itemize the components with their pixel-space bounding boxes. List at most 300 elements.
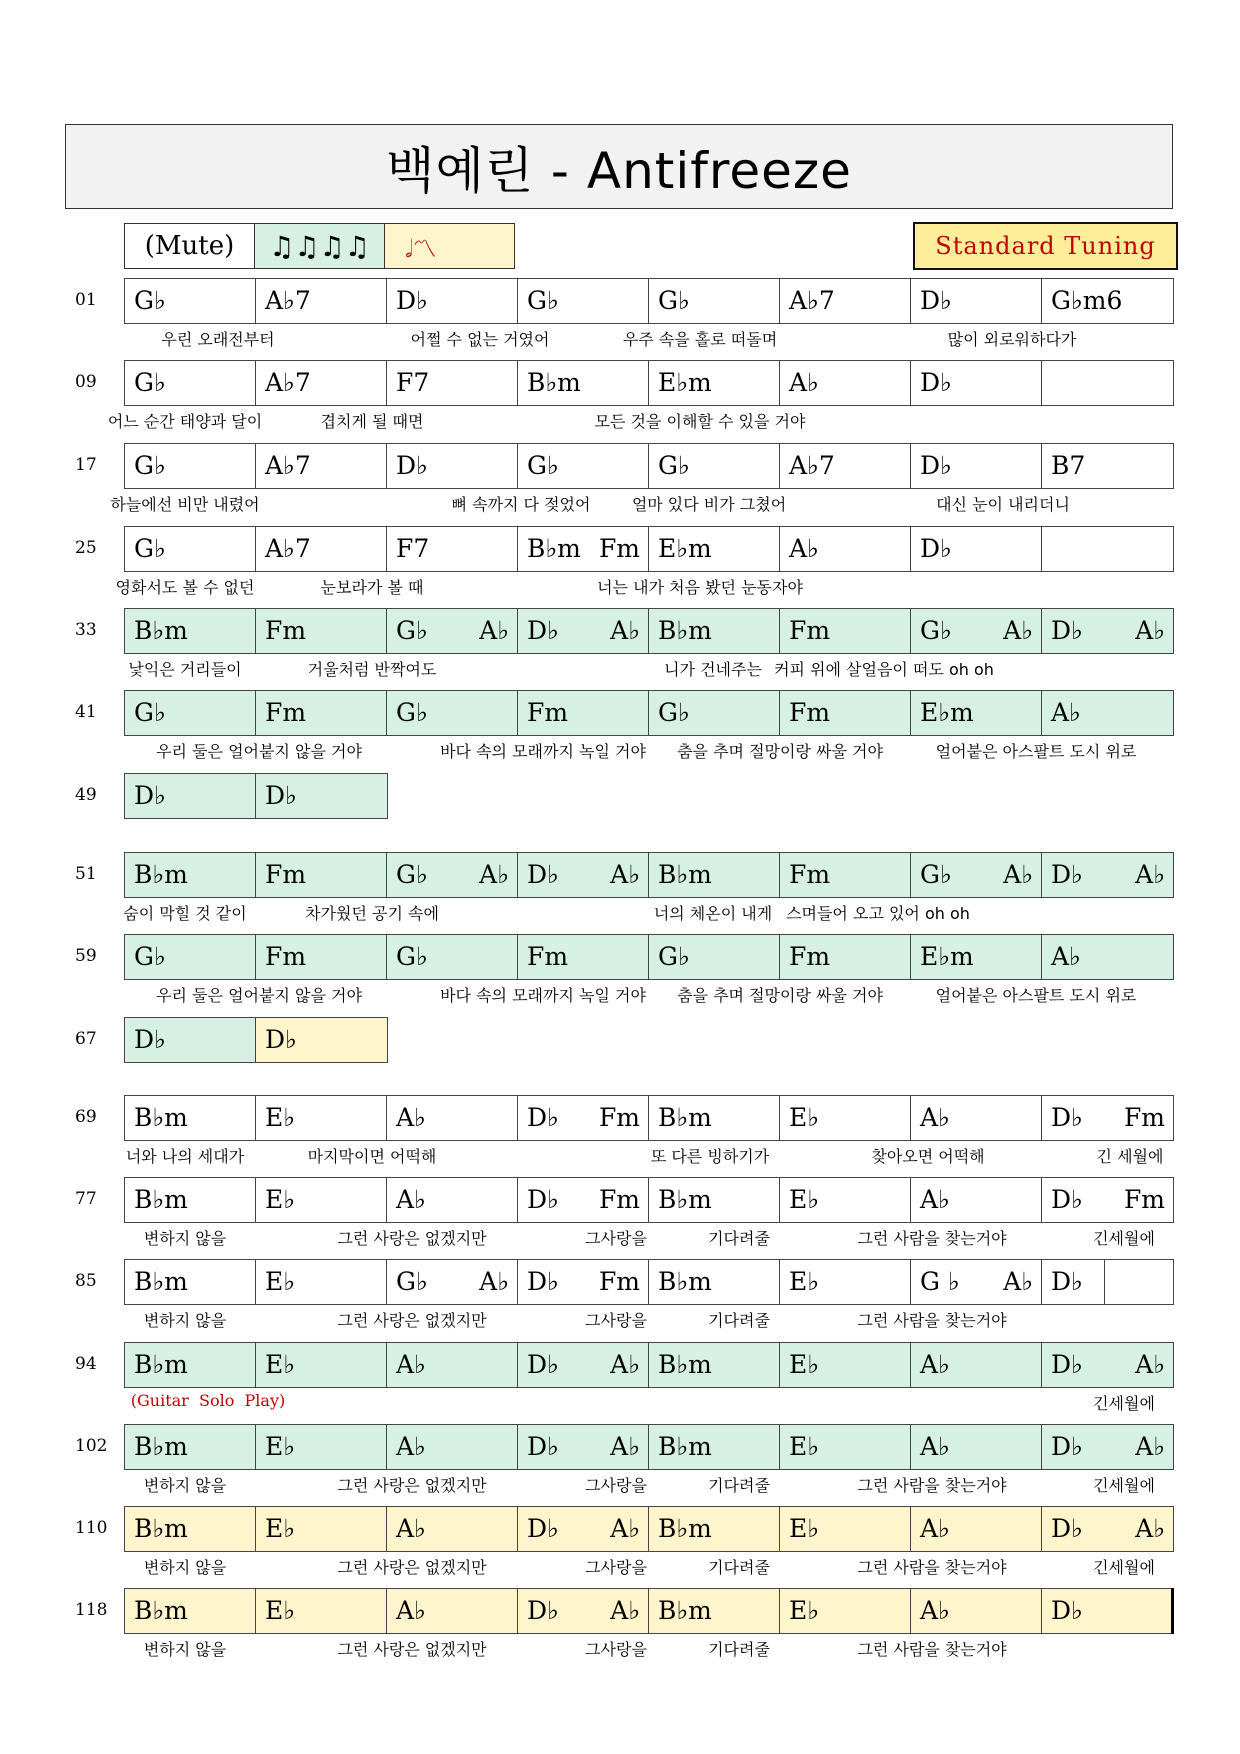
measure <box>780 1096 911 1140</box>
chord: E♭ <box>265 1432 296 1461</box>
chord: B♭m <box>658 1514 712 1543</box>
measure <box>125 691 256 735</box>
lyric-line: 기다려줄 <box>708 1311 770 1330</box>
chord: D♭ <box>527 1103 559 1132</box>
chord: D♭ <box>527 1514 559 1543</box>
chord: G♭ <box>527 451 559 480</box>
lyric-line: 그런 사람을 찾는거야 <box>857 1229 1007 1248</box>
chord: D♭ <box>1051 1596 1083 1625</box>
lyric-line: 얼어붙은 아스팔트 도시 위로 <box>935 742 1137 761</box>
measure <box>911 1096 1042 1140</box>
lyric-line: 얼어붙은 아스팔트 도시 위로 <box>935 986 1137 1005</box>
measure <box>780 1178 911 1222</box>
measure <box>256 279 387 323</box>
lyric-line: 우주 속을 홀로 떠돌며 <box>622 330 778 349</box>
lyric-line: 변하지 않을 <box>143 1558 227 1577</box>
measure <box>518 1096 649 1140</box>
chord: D♭ <box>527 616 559 645</box>
measure <box>256 1096 387 1140</box>
measure <box>387 527 518 571</box>
chord: A♭ <box>396 1350 426 1379</box>
mute-label-box <box>124 223 255 269</box>
measure <box>125 1096 256 1140</box>
chord: B♭m <box>134 1432 188 1461</box>
lyric-line: 얼마 있다 비가 그쳤어 <box>631 495 787 514</box>
measure <box>256 1018 387 1062</box>
measure-row <box>124 526 1174 572</box>
measure <box>518 691 649 735</box>
measure <box>649 1589 780 1633</box>
final-barline <box>1171 1588 1174 1634</box>
measure <box>256 361 387 405</box>
chord: A♭ <box>1051 698 1081 727</box>
chord: E♭m <box>658 368 712 397</box>
lyric-line: 우린 오래전부터 <box>161 330 275 349</box>
chord: A♭7 <box>265 534 311 563</box>
bar-number: 33 <box>75 620 97 640</box>
measure <box>387 444 518 488</box>
measure-row <box>124 1506 1174 1552</box>
bar-number: 67 <box>75 1029 97 1049</box>
measure <box>518 609 649 653</box>
bar-number: 102 <box>75 1436 108 1456</box>
chord: D♭ <box>1051 1103 1083 1132</box>
chord: A♭ <box>396 1596 426 1625</box>
lyric-line: 또 다른 빙하기가 <box>650 1147 770 1166</box>
chord: A♭7 <box>265 451 311 480</box>
chord: Fm <box>265 860 307 889</box>
chord: E♭m <box>920 942 974 971</box>
measure <box>649 527 780 571</box>
measure <box>125 1589 256 1633</box>
chord: D♭ <box>134 1025 166 1054</box>
chord: A♭7 <box>789 451 835 480</box>
measure <box>911 361 1042 405</box>
chord: E♭ <box>265 1103 296 1132</box>
measure <box>256 1343 387 1387</box>
chord: G♭ <box>134 534 166 563</box>
chord: A♭ <box>610 1514 640 1543</box>
measure <box>649 361 780 405</box>
lyric-line: 우리 둘은 얼어붙지 않을 거야 <box>156 742 362 761</box>
lyric-line: 많이 외로워하다가 <box>947 330 1077 349</box>
chord: E♭ <box>265 1514 296 1543</box>
chord: A♭ <box>396 1432 426 1461</box>
chord: B♭m <box>527 368 581 397</box>
chord: Fm <box>789 942 831 971</box>
measure <box>911 853 1042 897</box>
measure <box>518 444 649 488</box>
chord: D♭ <box>134 781 166 810</box>
chord: A♭ <box>610 1596 640 1625</box>
measure <box>518 1260 649 1304</box>
chord: A♭ <box>789 534 819 563</box>
lyric-line: 춤을 추며 절망이랑 싸울 거야 <box>677 986 883 1005</box>
chord: A♭ <box>610 616 640 645</box>
chord: B♭m <box>134 1514 188 1543</box>
chord: Fm <box>265 942 307 971</box>
bar-number: 59 <box>75 946 97 966</box>
lyric-line: 하늘에선 비만 내렸어 <box>110 495 260 514</box>
lyric-line: 어쩔 수 없는 거였어 <box>410 330 550 349</box>
measure-row <box>124 1588 1174 1634</box>
chord: E♭ <box>265 1596 296 1625</box>
measure <box>518 279 649 323</box>
lyric-line: 그런 사랑은 없겠지만 <box>337 1311 487 1330</box>
strum-end-box <box>384 223 515 269</box>
lyric-line: 그사랑을 <box>585 1311 647 1330</box>
lyric-line: 그런 사람을 찾는거야 <box>857 1640 1007 1659</box>
chord: A♭ <box>1051 942 1081 971</box>
measure-row <box>124 1259 1174 1305</box>
chord: G♭ <box>527 286 559 315</box>
measure <box>911 1260 1042 1304</box>
chord: A♭7 <box>789 286 835 315</box>
measure <box>125 279 256 323</box>
measure <box>780 444 911 488</box>
measure <box>256 935 387 979</box>
chord: E♭ <box>789 1432 820 1461</box>
chord: D♭ <box>396 451 428 480</box>
lyric-line: 그런 사랑은 없겠지만 <box>337 1229 487 1248</box>
chord: G♭m6 <box>1051 286 1123 315</box>
measure <box>1042 1343 1173 1387</box>
chord: E♭ <box>789 1514 820 1543</box>
chord: Fm <box>1123 1103 1165 1132</box>
strum-pattern: ♫♫♫♫ <box>269 229 370 263</box>
chord: D♭ <box>1051 1267 1083 1296</box>
lyric-line: 어느 순간 태양과 달이 <box>107 412 263 431</box>
measure <box>387 1589 518 1633</box>
lyric-line: 긴세월에 <box>1093 1229 1155 1248</box>
chord: A♭ <box>1003 860 1033 889</box>
bar-number: 77 <box>75 1189 97 1209</box>
song-title: 백예린 - Antifreeze <box>386 141 852 200</box>
measure-row <box>124 360 1174 406</box>
bar-number: 01 <box>75 290 97 310</box>
measure <box>911 444 1042 488</box>
chord: D♭ <box>1051 1350 1083 1379</box>
bar-number: 110 <box>75 1518 108 1538</box>
chord: G♭ <box>134 286 166 315</box>
bar-number: 41 <box>75 702 97 722</box>
bar-number: 94 <box>75 1354 97 1374</box>
measure <box>911 935 1042 979</box>
lyric-line: 스며들어 오고 있어 oh oh <box>786 904 970 923</box>
lyric-line: 춤을 추며 절망이랑 싸울 거야 <box>677 742 883 761</box>
measure <box>518 1589 649 1633</box>
measure <box>256 1507 387 1551</box>
measure <box>1042 1260 1173 1304</box>
measure <box>387 279 518 323</box>
measure <box>1042 1425 1173 1469</box>
measure <box>780 1260 911 1304</box>
measure <box>649 609 780 653</box>
chord: A♭ <box>396 1103 426 1132</box>
measure <box>1042 853 1173 897</box>
measure <box>1042 527 1173 571</box>
chord: D♭ <box>920 451 952 480</box>
measure <box>518 1507 649 1551</box>
chord: F7 <box>396 368 430 397</box>
measure <box>256 527 387 571</box>
chord: Fm <box>598 534 640 563</box>
lyric-line: 기다려줄 <box>708 1640 770 1659</box>
measure <box>1042 1507 1173 1551</box>
measure <box>125 935 256 979</box>
lyric-line: 그런 사람을 찾는거야 <box>857 1311 1007 1330</box>
measure <box>387 853 518 897</box>
chord: B♭m <box>134 1267 188 1296</box>
measure <box>387 1343 518 1387</box>
chord: E♭ <box>789 1596 820 1625</box>
chord: E♭ <box>789 1350 820 1379</box>
lyric-line: 긴세월에 <box>1093 1476 1155 1495</box>
lyric-line: 그사랑을 <box>585 1229 647 1248</box>
chord: B♭m <box>658 1267 712 1296</box>
measure <box>649 444 780 488</box>
chord: B♭m <box>658 1185 712 1214</box>
lyric-line: (Guitar Solo Play) <box>130 1391 286 1410</box>
measure-row <box>124 690 1174 736</box>
chord: B♭m <box>658 1103 712 1132</box>
measure <box>649 1507 780 1551</box>
measure-row <box>124 934 1174 980</box>
chord: G♭ <box>920 616 952 645</box>
chord: A♭ <box>920 1185 950 1214</box>
chord: Fm <box>789 860 831 889</box>
measure <box>1042 935 1173 979</box>
chord: Fm <box>789 616 831 645</box>
lyric-line: 그런 사람을 찾는거야 <box>857 1476 1007 1495</box>
measure <box>256 853 387 897</box>
measure <box>649 1178 780 1222</box>
lyric-line: 긴세월에 <box>1093 1558 1155 1577</box>
lyric-line: 그런 사랑은 없겠지만 <box>337 1640 487 1659</box>
measure <box>125 774 256 818</box>
measure <box>1042 1096 1173 1140</box>
chord: B♭m <box>658 1350 712 1379</box>
chord: G♭ <box>396 698 428 727</box>
measure <box>387 691 518 735</box>
lyric-line: 기다려줄 <box>708 1558 770 1577</box>
measure <box>911 609 1042 653</box>
measure-row <box>124 1424 1174 1470</box>
bar-number: 25 <box>75 538 97 558</box>
measure <box>125 361 256 405</box>
lyric-line: 그사랑을 <box>585 1476 647 1495</box>
bar-number: 51 <box>75 864 97 884</box>
lyric-line: 변하지 않을 <box>143 1311 227 1330</box>
lyric-line: 변하지 않을 <box>143 1640 227 1659</box>
measure <box>518 853 649 897</box>
measure-row <box>124 1342 1174 1388</box>
measure <box>1042 1178 1173 1222</box>
measure <box>387 1425 518 1469</box>
chord: B♭m <box>134 1185 188 1214</box>
title-box <box>65 124 1173 209</box>
measure <box>387 935 518 979</box>
chord: G♭ <box>396 942 428 971</box>
chord: G♭ <box>134 451 166 480</box>
lyric-line: 니가 건네주는 <box>664 660 762 679</box>
lyric-line: 그런 사람을 찾는거야 <box>857 1558 1007 1577</box>
chord: A♭ <box>479 616 509 645</box>
measure <box>256 1260 387 1304</box>
measure <box>1042 279 1173 323</box>
measure <box>518 935 649 979</box>
chord: B♭m <box>134 860 188 889</box>
bar-number: 85 <box>75 1271 97 1291</box>
measure <box>649 1096 780 1140</box>
chord: G♭ <box>658 942 690 971</box>
bar-number: 49 <box>75 785 97 805</box>
lyric-line: 커피 위에 살얼음이 떠도 oh oh <box>774 660 994 679</box>
measure <box>649 279 780 323</box>
chord: E♭m <box>920 698 974 727</box>
chord: B♭m <box>134 1350 188 1379</box>
beat-divider <box>1104 1260 1105 1304</box>
chord: D♭ <box>527 1350 559 1379</box>
measure <box>1042 691 1173 735</box>
chord: F7 <box>396 534 430 563</box>
measure <box>780 1507 911 1551</box>
measure <box>911 1425 1042 1469</box>
measure <box>387 1260 518 1304</box>
lyric-line: 모든 것을 이해할 수 있을 거야 <box>594 412 806 431</box>
chord: G♭ <box>396 1267 428 1296</box>
measure <box>125 1343 256 1387</box>
chord: B♭m <box>658 616 712 645</box>
measure <box>387 1096 518 1140</box>
measure <box>649 1425 780 1469</box>
lyric-line: 변하지 않을 <box>143 1476 227 1495</box>
measure <box>387 361 518 405</box>
measure <box>256 1178 387 1222</box>
measure <box>518 527 649 571</box>
chord: A♭ <box>610 860 640 889</box>
lyric-line: 우리 둘은 얼어붙지 않을 거야 <box>156 986 362 1005</box>
chord: A♭ <box>920 1103 950 1132</box>
chord: D♭ <box>1051 1185 1083 1214</box>
lyric-line: 바다 속의 모래까지 녹일 거야 <box>440 986 646 1005</box>
measure <box>1042 361 1173 405</box>
chord: D♭ <box>1051 616 1083 645</box>
measure <box>125 527 256 571</box>
measure <box>125 1425 256 1469</box>
chord: B♭m <box>134 616 188 645</box>
strum-end-mark: 𝅗𝅥〽 <box>405 234 437 263</box>
chord: A♭ <box>920 1350 950 1379</box>
bar-number: 69 <box>75 1107 97 1127</box>
chord: A♭ <box>396 1514 426 1543</box>
measure <box>780 1589 911 1633</box>
lyric-line: 겹치게 될 때면 <box>320 412 424 431</box>
measure <box>518 361 649 405</box>
chord: B♭m <box>658 1596 712 1625</box>
chord: E♭ <box>265 1185 296 1214</box>
measure <box>125 1018 256 1062</box>
chord: B♭m <box>134 1596 188 1625</box>
measure <box>1042 609 1173 653</box>
chord: B7 <box>1051 451 1086 480</box>
chord: E♭ <box>789 1103 820 1132</box>
chord: D♭ <box>527 1185 559 1214</box>
measure <box>518 1425 649 1469</box>
measure <box>649 1343 780 1387</box>
measure <box>780 691 911 735</box>
lyric-line: 너의 체온이 내게 <box>653 904 773 923</box>
chord: A♭ <box>1003 1267 1033 1296</box>
chord: A♭ <box>610 1350 640 1379</box>
measure <box>125 1507 256 1551</box>
measure <box>649 691 780 735</box>
measure <box>911 1589 1042 1633</box>
lyric-line: 기다려줄 <box>708 1476 770 1495</box>
chord: G♭ <box>396 860 428 889</box>
lyric-line: 숨이 막힐 것 같이 <box>123 904 247 923</box>
chord: D♭ <box>527 1432 559 1461</box>
chord: Fm <box>598 1103 640 1132</box>
measure <box>387 1178 518 1222</box>
measure <box>911 1343 1042 1387</box>
chord: D♭ <box>396 286 428 315</box>
measure <box>125 853 256 897</box>
chord: Fm <box>265 616 307 645</box>
measure <box>780 361 911 405</box>
chord: A♭ <box>920 1596 950 1625</box>
chord: E♭ <box>789 1267 820 1296</box>
chord: A♭ <box>479 1267 509 1296</box>
measure <box>649 853 780 897</box>
measure <box>1042 444 1173 488</box>
measure-row <box>124 773 388 819</box>
chord: D♭ <box>920 534 952 563</box>
measure <box>125 1260 256 1304</box>
chord: A♭ <box>1003 616 1033 645</box>
measure <box>911 279 1042 323</box>
measure <box>780 853 911 897</box>
chord: A♭ <box>920 1514 950 1543</box>
chord: G♭ <box>658 698 690 727</box>
chord: G♭ <box>134 368 166 397</box>
chord: E♭ <box>789 1185 820 1214</box>
measure <box>256 1425 387 1469</box>
chord: G ♭ <box>920 1267 960 1296</box>
lyric-line: 마지막이면 어떡해 <box>307 1147 437 1166</box>
chord: G♭ <box>134 698 166 727</box>
lyric-line: 그사랑을 <box>585 1558 647 1577</box>
chord: A♭7 <box>265 368 311 397</box>
chord: D♭ <box>527 860 559 889</box>
measure <box>256 774 387 818</box>
chord: D♭ <box>265 781 297 810</box>
measure <box>649 935 780 979</box>
chord: A♭ <box>1135 616 1165 645</box>
measure <box>256 444 387 488</box>
chord: A♭ <box>479 860 509 889</box>
chord: A♭ <box>396 1185 426 1214</box>
chord: A♭ <box>789 368 819 397</box>
chord: A♭ <box>1135 1514 1165 1543</box>
chord: G♭ <box>134 942 166 971</box>
lyric-line: 낯익은 거리들이 <box>128 660 242 679</box>
lyric-line: 긴세월에 <box>1093 1394 1155 1413</box>
mute-label: (Mute) <box>144 231 235 261</box>
measure <box>911 1178 1042 1222</box>
chord: A♭ <box>1135 860 1165 889</box>
chord: A♭ <box>920 1432 950 1461</box>
